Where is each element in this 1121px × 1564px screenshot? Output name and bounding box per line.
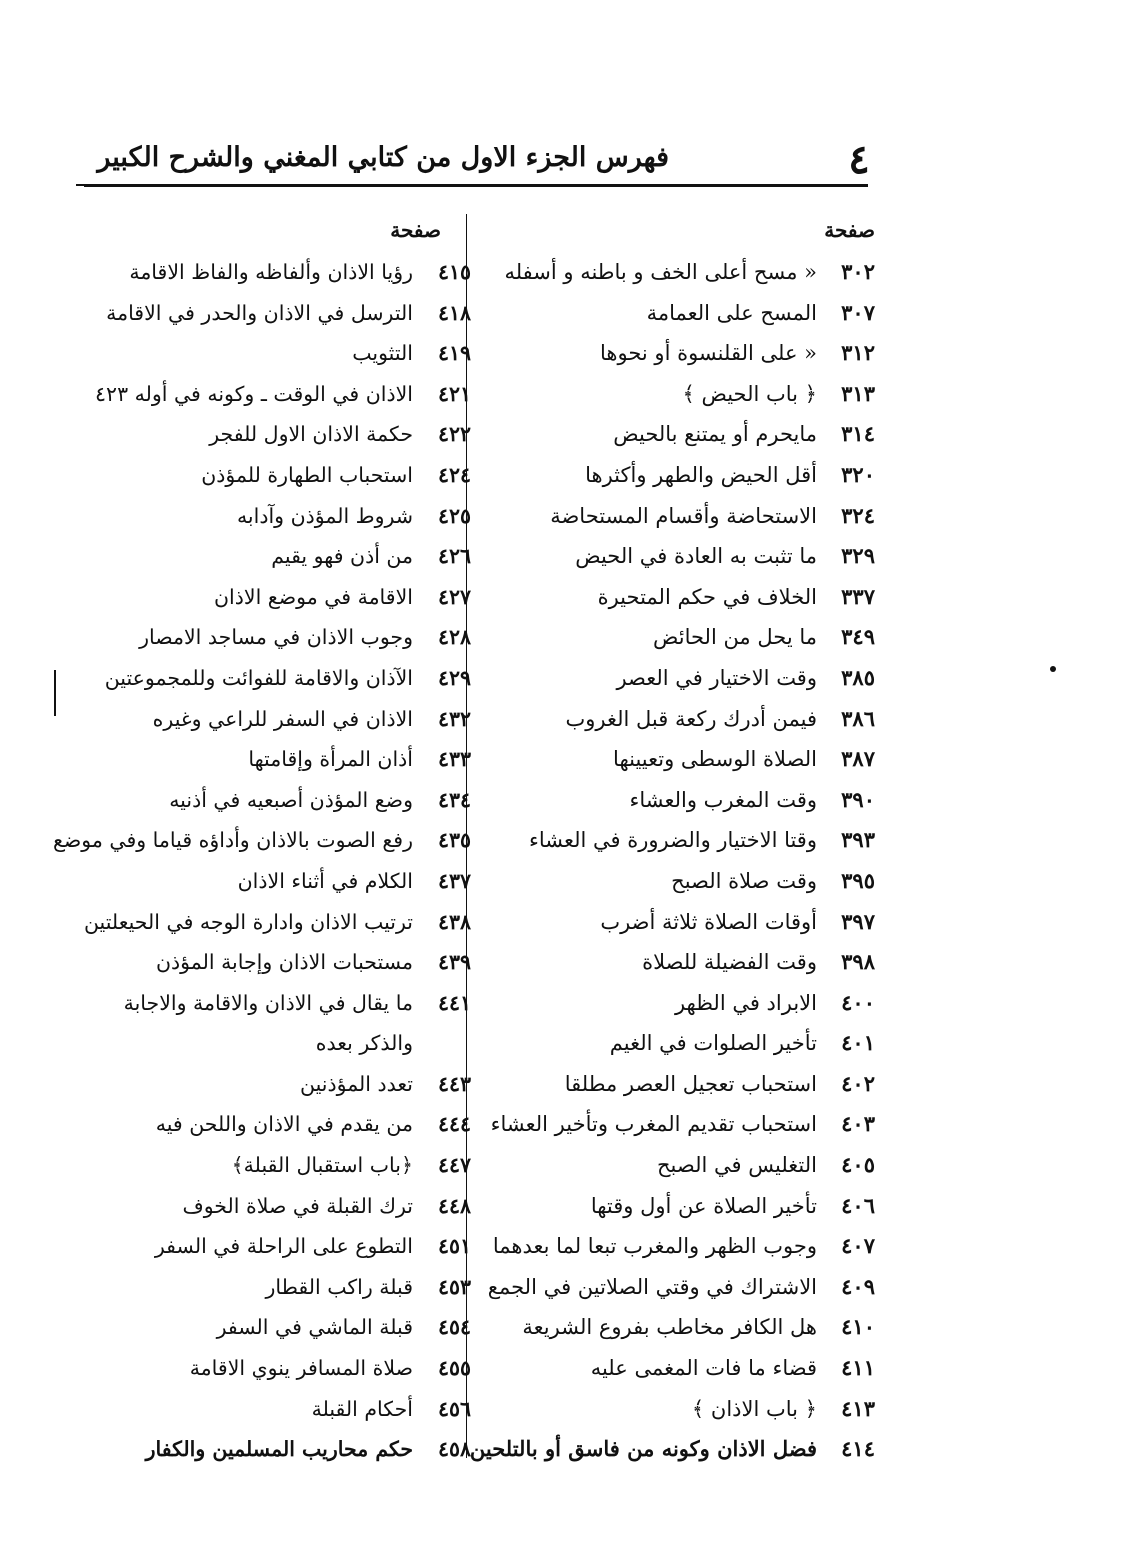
entry-page: ٤٠٧ (841, 1233, 875, 1259)
entry-page: ٤٢٦ (437, 544, 471, 569)
toc-entry (31, 455, 471, 496)
entry-title: رؤيا الاذان وألفاظه والفاظ الاقامة (129, 260, 413, 284)
toc-entry (475, 983, 875, 1024)
right-column-entries (469, 252, 875, 1470)
toc-entry-continuation (31, 1023, 471, 1064)
toc-entry (475, 902, 875, 943)
toc-entry (475, 1186, 875, 1227)
entry-page: ٤١٨ (437, 300, 471, 325)
entry-page: ٣٢٩ (841, 543, 875, 569)
entry-page: ٤٢٤ (437, 462, 471, 487)
entry-page: ٤٤٤ (437, 1112, 471, 1137)
entry-title: تأخير الصلاة عن أول وقتها (590, 1193, 817, 1218)
toc-entry (31, 983, 471, 1024)
entry-page: ٤٠٠ (841, 989, 875, 1015)
entry-page: ٤٣٣ (437, 747, 471, 772)
entry-title: من أذن فهو يقيم (271, 544, 413, 569)
entry-title: رفع الصوت بالاذان وأداؤه قياما وفي موضع (52, 828, 413, 853)
toc-entry (475, 1389, 875, 1430)
entry-title: الخلاف في حكم المتحيرة (597, 584, 817, 609)
toc-entry (31, 1307, 471, 1348)
entry-title: والذكر بعده (315, 1031, 413, 1056)
entry-title: فيمن أدرك ركعة قبل الغروب (565, 706, 817, 731)
entry-title: الاشتراك في وقتي الصلاتين في الجمع (487, 1274, 817, 1299)
toc-entry (31, 1226, 471, 1267)
entry-title: وجوب الاذان في مساجد الامصار (139, 625, 413, 650)
toc-entry (475, 496, 875, 537)
entry-page: ٤٣٨ (437, 909, 471, 934)
entry-title: وقت الفضيلة للصلاة (642, 950, 817, 975)
toc-entry (475, 414, 875, 455)
toc-entry (31, 374, 471, 415)
toc-entry (31, 293, 471, 334)
entry-title: استحباب تقديم المغرب وتأخير العشاء (490, 1112, 817, 1137)
entry-title: وضع المؤذن أصبعيه في أذنيه (169, 787, 413, 812)
toc-entry (31, 861, 471, 902)
toc-entry (31, 658, 471, 699)
entry-title: حكمة الاذان الاول للفجر (209, 422, 413, 447)
entry-page: ٤٢٩ (437, 665, 471, 690)
entry-page: ٣٩٥ (841, 867, 875, 893)
entry-page: ٤٢٧ (437, 584, 471, 609)
toc-entry (31, 1145, 471, 1186)
entry-page: ٤٥٤ (437, 1315, 471, 1340)
entry-page: ٣٨٦ (841, 705, 875, 731)
entry-title: فضل الاذان وكونه من فاسق أو بالتلحين (469, 1436, 817, 1462)
toc-entry (475, 820, 875, 861)
entry-page: ٤٠١ (841, 1030, 875, 1056)
toc-entry (31, 699, 471, 740)
toc-entry (475, 699, 875, 740)
toc-entry (475, 1104, 875, 1145)
entry-title: وقت الاختيار في العصر (616, 665, 817, 690)
entry-page: ٣٢٠ (841, 461, 875, 487)
entry-page: ٤٢٥ (437, 503, 471, 528)
toc-entry (31, 1186, 471, 1227)
entry-title: المسح على العمامة (646, 300, 817, 325)
entry-page: ٤٢٢ (437, 422, 471, 447)
entry-title: ما تثبت به العادة في الحيض (575, 544, 817, 569)
entry-page: ٤٠٢ (841, 1070, 875, 1096)
toc-entry (475, 333, 875, 374)
toc-entry (475, 617, 875, 658)
entry-title: شروط المؤذن وآدابه (236, 503, 413, 528)
entry-title: أحكام القبلة (311, 1396, 413, 1421)
entry-title: الاذان في السفر للراعي وغيره (152, 706, 413, 731)
toc-entry (31, 1389, 471, 1430)
toc-entry (31, 333, 471, 374)
entry-title: الصلاة الوسطى وتعيينها (613, 747, 817, 772)
entry-page: ٣٩٨ (841, 949, 875, 975)
entry-page: ٤٢١ (437, 381, 471, 406)
entry-page: ٣٨٥ (841, 664, 875, 690)
entry-title: أوقات الصلاة ثلاثة أضرب (600, 909, 817, 934)
entry-page: ٤٥٣ (437, 1274, 471, 1299)
entry-page: ٣٠٧ (841, 299, 875, 325)
toc-entry (475, 942, 875, 983)
entry-page: ٤٣٩ (437, 950, 471, 975)
entry-title: وقتا الاختيار والضرورة في العشاء (529, 828, 817, 853)
entry-title: مستحبات الاذان وإجابة المؤذن (155, 950, 413, 975)
toc-entry (31, 1267, 471, 1308)
toc-entry (31, 252, 471, 293)
toc-entry (31, 780, 471, 821)
entry-page: ٣٣٧ (841, 583, 875, 609)
entry-page: ٣٩٣ (841, 827, 875, 853)
toc-entry (31, 577, 471, 618)
entry-title: تعدد المؤذنين (299, 1071, 413, 1096)
entry-page: ٤٠٥ (841, 1152, 875, 1178)
toc-entry (31, 942, 471, 983)
toc-entry (475, 780, 875, 821)
toc-entry (475, 861, 875, 902)
toc-entry (31, 414, 471, 455)
left-column-entries (31, 252, 471, 1470)
entry-title: الآذان والاقامة للفوائت وللمجموعتين (104, 665, 413, 690)
entry-title: الاقامة في موضع الاذان (214, 584, 413, 609)
entry-page: ٣٨٧ (841, 746, 875, 772)
entry-title: تأخير الصلوات في الغيم (609, 1031, 817, 1056)
entry-title: استحباب تعجيل العصر مطلقا (564, 1071, 817, 1096)
entry-page: ٤٥١ (437, 1234, 471, 1259)
entry-page: ٤٤٧ (437, 1153, 471, 1178)
toc-entry (475, 455, 875, 496)
entry-page: ٤١٤ (841, 1436, 875, 1462)
margin-dot (1050, 666, 1056, 672)
entry-title: الاذان في الوقت ـ وكونه في أوله ٤٢٣ (95, 381, 413, 406)
entry-page: ٤١٠ (841, 1314, 875, 1340)
entry-page: ٤٥٥ (437, 1356, 471, 1381)
toc-entry (475, 1226, 875, 1267)
entry-title: مايحرم أو يمتنع بالحيض (613, 422, 817, 447)
toc-entry (31, 536, 471, 577)
toc-entry (475, 1307, 875, 1348)
toc-entry (31, 1064, 471, 1105)
entry-title: الاستحاضة وأقسام المستحاضة (550, 503, 817, 528)
entry-title: ما يحل من الحائض (653, 625, 817, 650)
toc-entry (475, 293, 875, 334)
toc-entry (475, 252, 875, 293)
entry-page: ٣٤٩ (841, 624, 875, 650)
entry-title: استحباب الطهارة للمؤذن (201, 462, 413, 487)
entry-title: ﴿باب استقبال القبلة﴾ (231, 1153, 413, 1178)
page-title: فهرس الجزء الاول من كتابي المغني والشرح الكبير (97, 142, 669, 173)
toc-entry (31, 496, 471, 537)
toc-entry (469, 1429, 875, 1470)
entry-title: التثويب (352, 341, 413, 366)
entry-title: الترسل في الاذان والحدر في الاقامة (106, 300, 413, 325)
toc-entry (475, 1267, 875, 1308)
entry-title: « على القلنسوة أو نحوها (600, 341, 817, 366)
entry-page: ٤٤٣ (437, 1071, 471, 1096)
entry-page: ٣١٤ (841, 421, 875, 447)
toc-entry (475, 658, 875, 699)
toc-entry (31, 1104, 471, 1145)
entry-page: ٣٩٠ (841, 786, 875, 812)
toc-entry (31, 1429, 471, 1470)
entry-title: أذان المرأة وإقامتها (248, 747, 413, 772)
entry-title: التغليس في الصبح (657, 1153, 817, 1178)
page-number: ٤ (848, 136, 870, 183)
toc-entry (475, 1348, 875, 1389)
entry-page: ٤١٣ (841, 1395, 875, 1421)
entry-page: ٣٠٢ (841, 259, 875, 284)
entry-page: ٤٤٨ (437, 1193, 471, 1218)
entry-title: أقل الحيض والطهر وأكثرها (585, 462, 817, 487)
left-column-heading: صفحة (390, 218, 441, 242)
right-column-heading: صفحة (824, 218, 875, 242)
toc-entry (475, 739, 875, 780)
toc-entry (475, 1064, 875, 1105)
toc-entry (31, 902, 471, 943)
header-rule-dash (76, 184, 102, 186)
entry-page: ٤١١ (841, 1355, 875, 1381)
toc-entry (475, 577, 875, 618)
entry-page: ٤١٩ (437, 341, 471, 366)
entry-page: ٤٠٩ (841, 1273, 875, 1299)
entry-page: ٤٣٤ (437, 787, 471, 812)
entry-title: ترتيب الاذان وادارة الوجه في الحيعلتين (83, 909, 413, 934)
entry-page: ٤٥٨ (437, 1437, 471, 1462)
entry-title: ﴿ باب الحيض ﴾ (682, 381, 817, 406)
entry-page: ٣١٣ (841, 380, 875, 406)
entry-title: وقت المغرب والعشاء (629, 787, 817, 812)
entry-title: قبلة راكب القطار (265, 1274, 413, 1299)
toc-entry (475, 1145, 875, 1186)
entry-title: قضاء ما فات المغمى عليه (590, 1356, 817, 1381)
entry-page: ٤١٥ (437, 260, 471, 284)
entry-page: ٤٢٨ (437, 625, 471, 650)
toc-entry (475, 536, 875, 577)
entry-title: قبلة الماشي في السفر (216, 1315, 413, 1340)
entry-title: حكم محاريب المسلمين والكفار (145, 1437, 413, 1462)
entry-title: التطوع على الراحلة في السفر (154, 1234, 413, 1259)
entry-title: الابراد في الظهر (674, 990, 817, 1015)
header-rule (84, 184, 868, 187)
entry-title: ترك القبلة في صلاة الخوف (182, 1193, 413, 1218)
toc-entry (31, 617, 471, 658)
entry-title: وقت صلاة الصبح (671, 868, 817, 893)
entry-page: ٤٠٣ (841, 1111, 875, 1137)
entry-title: صلاة المسافر ينوي الاقامة (189, 1356, 413, 1381)
entry-title: ما يقال في الاذان والاقامة والاجابة (123, 990, 413, 1015)
toc-entry (31, 1348, 471, 1389)
entry-title: الكلام في أثناء الاذان (237, 868, 413, 893)
entry-title: ﴿ باب الاذان ﴾ (691, 1396, 817, 1421)
entry-page: ٤٥٦ (437, 1396, 471, 1421)
entry-page: ٤٠٦ (841, 1192, 875, 1218)
entry-title: وجوب الظهر والمغرب تبعا لما بعدهما (492, 1234, 817, 1259)
entry-page: ٣١٢ (841, 340, 875, 366)
entry-page: ٤٣٥ (437, 828, 471, 853)
entry-title: هل الكافر مخاطب بفروع الشريعة (522, 1315, 817, 1340)
toc-entry (475, 1023, 875, 1064)
entry-page: ٤٣٧ (437, 868, 471, 893)
entry-page: ٤٣٢ (437, 706, 471, 731)
toc-entry (31, 820, 471, 861)
entry-title: من يقدم في الاذان واللحن فيه (155, 1112, 413, 1137)
entry-page: ٣٢٤ (841, 502, 875, 528)
entry-page: ٤٤١ (437, 990, 471, 1015)
toc-entry (475, 374, 875, 415)
entry-page: ٣٩٧ (841, 908, 875, 934)
entry-title: « مسح أعلى الخف و باطنه و أسفله (504, 260, 817, 284)
toc-entry (31, 739, 471, 780)
